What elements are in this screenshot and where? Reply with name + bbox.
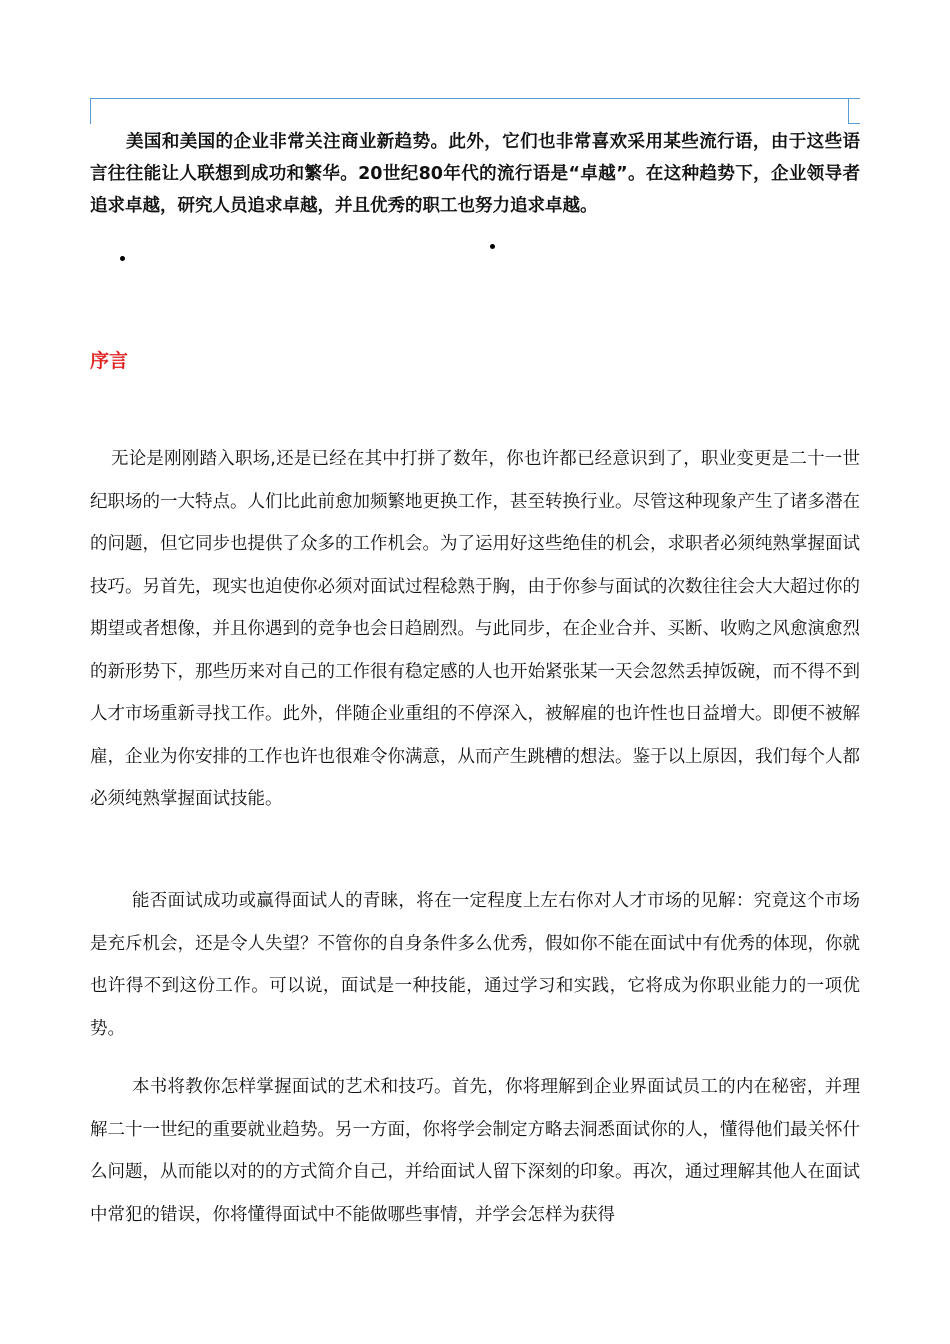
header-rule-right-foot xyxy=(848,123,860,124)
intro-paragraph: 美国和美国的企业非常关注商业新趋势。此外，它们也非常喜欢采用某些流行语，由于这些语言往往能让人联想到成功和繁华。20世纪80年代的流行语是“卓越”。在这种趋势下，企业领导者追求卓越，研究人员追求卓越，并且优秀的职工也努力追求卓越。 xyxy=(90,132,860,216)
bullet-dot xyxy=(490,244,495,249)
section-heading: 序言 xyxy=(90,350,129,372)
body-paragraph: 无论是刚刚踏入职场,还是已经在其中打拼了数年，你也许都已经意识到了，职业变更是二十一世纪职场的一大特点。人们比此前愈加频繁地更换工作，甚至转换行业。尽管这种现象产生了诸多潜在的问题，但它同步也提供了众多的工作机会。为了运用好这些绝佳的机会，求职者必须纯熟掌握面试技巧。另首先，现实也迫使你必须对面试过程稔熟于胸，由于你参与面试的次数往往会大大超过你的期望或者想像，并且你遇到的竞争也会日趋剧烈。与此同步，在企业合并、买断、收购之风愈演愈烈的新形势下，那些历来对自己的工作很有稳定感的人也开始紧张某一天会忽然丢掉饭碗，而不得不到人才市场重新寻找工作。此外，伴随企业重组的不停深入，被解雇的也许性也日益增大。即便不被解雇，企业为你安排的工作也许也很难令你满意，从而产生跳槽的想法。鉴于以上原因，我们每个人都必须纯熟掌握面试技能。 xyxy=(90,449,860,809)
header-rule-left-tick xyxy=(90,98,91,124)
bullet-dot xyxy=(120,256,125,261)
header-rule-right-tick xyxy=(848,98,849,124)
body-paragraph: 本书将教你怎样掌握面试的艺术和技巧。首先，你将理解到企业界面试员工的内在秘密，并理解二十一世纪的重要就业趋势。另一方面，你将学会制定方略去洞悉面试你的人，懂得他们最关怀什么问题，从而能以对的的方式简介自己，并给面试人留下深刻的印象。再次，通过理解其他人在面试中常犯的错误，你将懂得面试中不能做哪些事情，并学会怎样为获得 xyxy=(90,1077,860,1225)
body-paragraph: 能否面试成功或赢得面试人的青睐，将在一定程度上左右你对人才市场的见解：究竟这个市场是充斥机会，还是令人失望？不管你的自身条件多么优秀，假如你不能在面试中有优秀的体现，你就也许得不到这份工作。可以说，面试是一种技能，通过学习和实践，它将成为你职业能力的一项优势。 xyxy=(90,891,860,1039)
header-rule xyxy=(90,98,860,99)
